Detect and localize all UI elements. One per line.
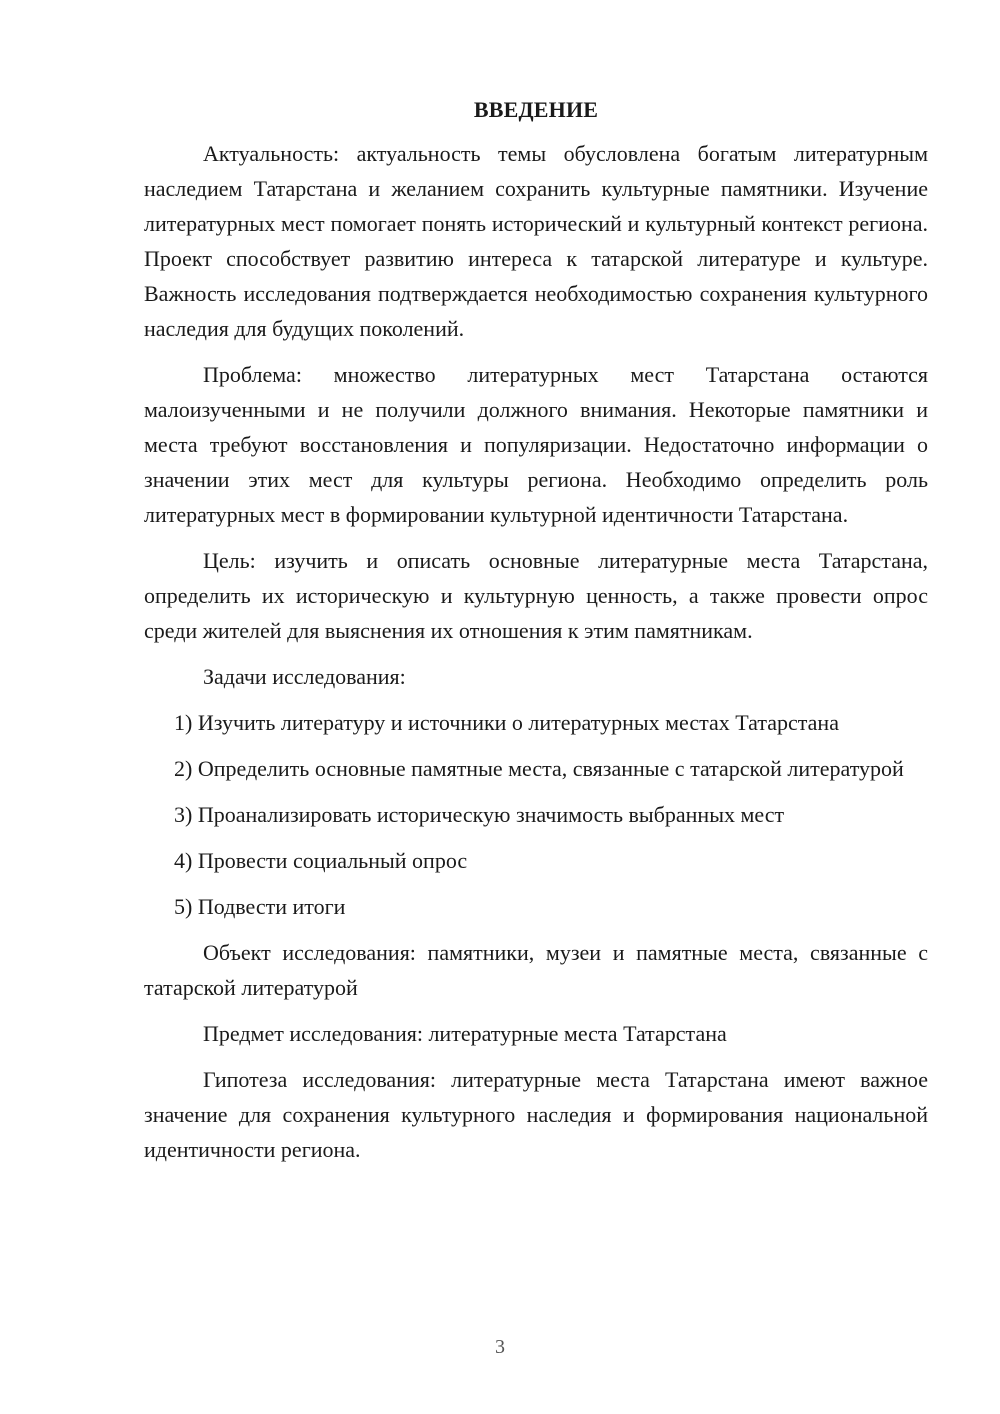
task-item-3: 3) Проанализировать историческую значимость выбранных мест (174, 802, 785, 827)
subject-paragraph: Предмет исследования: литературные места Татарстана (203, 1021, 727, 1046)
problem-paragraph: Проблема: множество литературных мест Татарстана остаются малоизученными и не получили должного внимания. Некоторые памятники и места требуют восстановления и популяризации. Недостаточно информации о значении этих мест для культуры региона. Необходимо определить роль литературных мест в формировании культурной идентичности Татарстана. (144, 362, 928, 527)
document-page (144, 94, 928, 1178)
section-title: ВВЕДЕНИЕ (473, 97, 599, 122)
object-paragraph: Объект исследования: памятники, музеи и памятные места, связанные с татарской литературой (144, 940, 928, 1000)
tasks-list (144, 705, 928, 924)
hypothesis-paragraph: Гипотеза исследования: литературные места Татарстана имеют важное значение для сохранения культурного наследия и формирования национальной идентичности региона. (144, 1067, 928, 1162)
task-item-2: 2) Определить основные памятные места, связанные с татарской литературой (174, 756, 904, 781)
tasks-heading: Задачи исследования: (203, 664, 406, 689)
page-number: 3 (495, 1336, 505, 1358)
goal-paragraph: Цель: изучить и описать основные литературные места Татарстана, определить их историческую и культурную ценность, а также провести опрос среди жителей для выяснения их отношения к этим памятникам. (144, 548, 928, 643)
task-item-5: 5) Подвести итоги (174, 894, 346, 919)
relevance-paragraph: Актуальность: актуальность темы обусловлена богатым литературным наследием Татарстана и желанием сохранить культурные памятники. Изучение литературных мест помогает понять исторический и культурный контекст региона. Проект способствует развитию интереса к татарской литературе и культуре. Важность исследования подтверждается необходимостью сохранения культурного наследия для будущих поколений. (144, 141, 928, 341)
task-item-4: 4) Провести социальный опрос (174, 848, 468, 873)
task-item-1: 1) Изучить литературу и источники о литературных местах Татарстана (174, 710, 839, 735)
